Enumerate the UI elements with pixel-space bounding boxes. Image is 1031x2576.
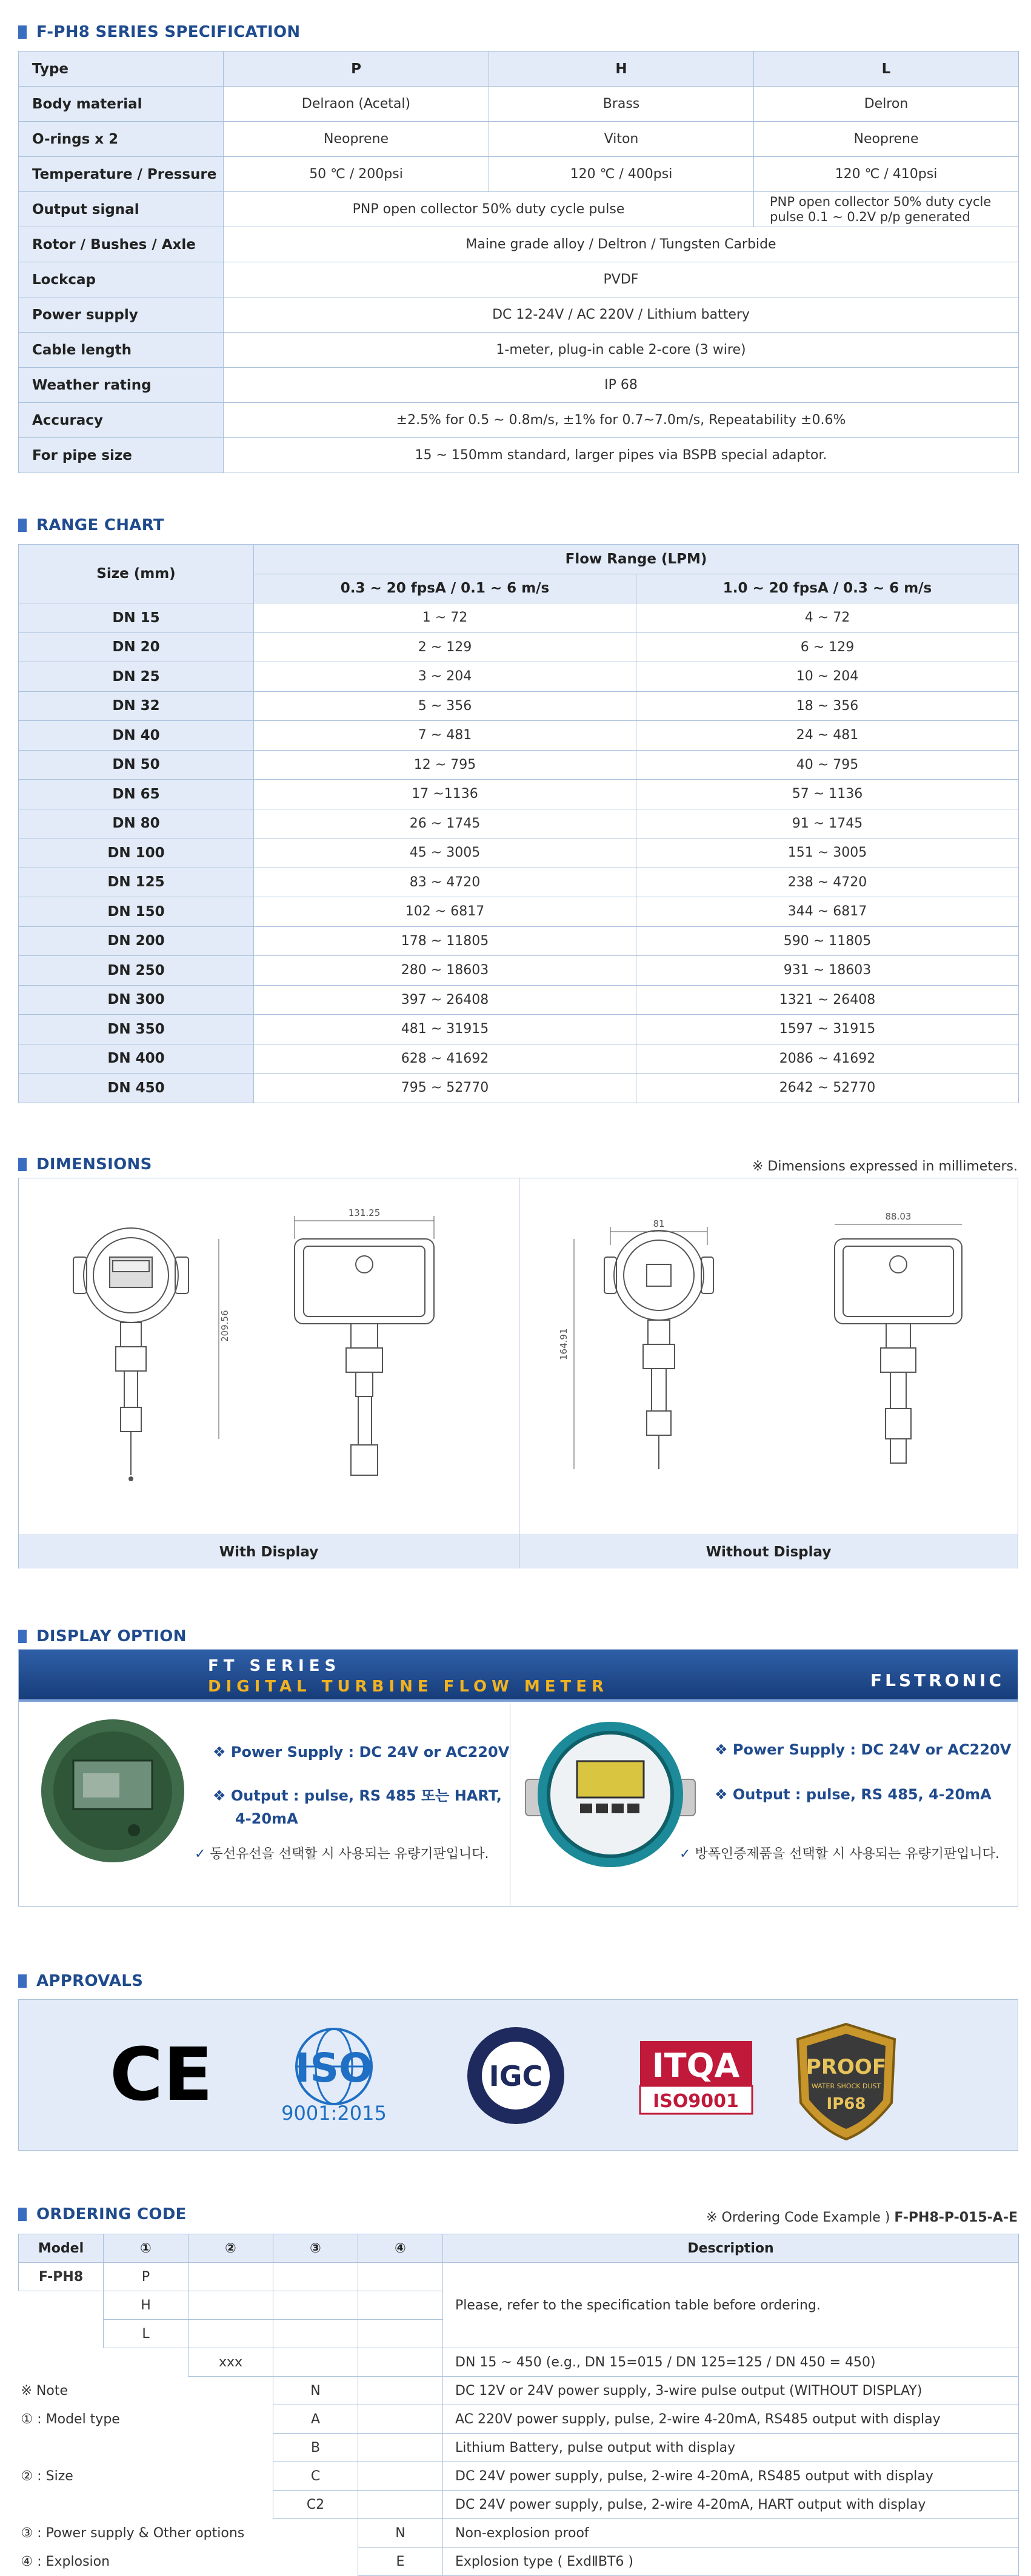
spec-cell: Neoprene <box>224 122 489 157</box>
spec-cell: Delron <box>754 87 1019 122</box>
range-flow-cell: 3 ~ 204 <box>254 662 636 692</box>
ordering-explosion-desc: Non-explosion proof <box>443 2519 1019 2548</box>
ordering-empty <box>358 2291 443 2320</box>
range-size-cell: DN 32 <box>19 691 254 721</box>
spec-cell: PNP open collector 50% duty cycle pulse 0.1 ~ 0.2V p/p generated <box>754 192 1019 227</box>
spec-label: O-rings x 2 <box>19 122 224 157</box>
itqa-text: ITQA <box>652 2047 740 2085</box>
bullet-icon: ❖ <box>213 1787 226 1804</box>
spec-cell: 15 ~ 150mm standard, larger pipes via BSPB special adaptor. <box>224 438 1019 473</box>
itqa-sub-text: ISO9001 <box>653 2091 739 2112</box>
spec-row <box>19 403 1019 438</box>
range-flow-cell: 26 ~ 1745 <box>254 809 636 838</box>
spec-row <box>19 122 1019 157</box>
dimensions-box <box>18 1178 1018 1569</box>
ordering-note-empty <box>19 2434 273 2462</box>
range-row <box>19 750 1019 780</box>
range-flow-cell: 238 ~ 4720 <box>636 868 1019 897</box>
ft-banner <box>19 1650 1018 1702</box>
ordering-row <box>19 2548 1019 2576</box>
range-flow-header: Flow Range (LPM) <box>254 545 1019 574</box>
spec-row <box>19 297 1019 333</box>
range-flow-cell: 344 ~ 6817 <box>636 897 1019 927</box>
range-size-cell: DN 400 <box>19 1044 254 1074</box>
approvals-logos <box>19 2000 1019 2151</box>
range-flow-cell: 45 ~ 3005 <box>254 838 636 868</box>
range-flow-cell: 102 ~ 6817 <box>254 897 636 927</box>
banner-series: FT SERIES <box>208 1657 341 1675</box>
dim-label-width: 81 <box>653 1218 665 1229</box>
ordering-example-code: F-PH8-P-015-A-E <box>894 2210 1018 2225</box>
spec-cell: 1-meter, plug-in cable 2-core (3 wire) <box>224 333 1019 368</box>
ordering-power-code: C2 <box>273 2491 358 2519</box>
ordering-empty <box>189 2320 273 2348</box>
without-display-caption: Without Display <box>519 1535 1018 1569</box>
spec-header-p: P <box>224 51 489 87</box>
approvals-box <box>18 1999 1018 2151</box>
range-row <box>19 926 1019 956</box>
spec-row <box>19 157 1019 192</box>
dimension-drawing-with-display <box>19 1178 519 1535</box>
ordering-empty <box>189 2291 273 2320</box>
section-marker <box>18 25 27 39</box>
range-row <box>19 780 1019 809</box>
spec-row <box>19 192 1019 227</box>
left-note-text: 동선유선을 선택할 시 사용되는 유량기판입니다. <box>210 1847 489 1862</box>
spec-cell: PNP open collector 50% duty cycle pulse <box>224 192 754 227</box>
range-flow-cell: 2086 ~ 41692 <box>636 1044 1019 1074</box>
ordering-empty <box>358 2377 443 2405</box>
check-icon: ✓ <box>195 1847 206 1862</box>
range-flow-cell: 40 ~ 795 <box>636 750 1019 780</box>
ordering-row <box>19 2263 1019 2291</box>
spec-label: Temperature / Pressure <box>19 157 224 192</box>
ordering-note-empty <box>19 2491 273 2519</box>
ordering-header-2: ② <box>189 2234 273 2263</box>
range-header-row <box>19 545 1019 574</box>
range-col1-header: 0.3 ~ 20 fpsA / 0.1 ~ 6 m/s <box>254 574 636 603</box>
range-table <box>18 544 1019 1103</box>
iso-sub-text: 9001:2015 <box>281 2102 387 2125</box>
banner-product: DIGITAL TURBINE FLOW METER <box>208 1678 609 1696</box>
spec-row <box>19 438 1019 473</box>
display-device-image-right <box>519 1713 701 1876</box>
spec-label: Accuracy <box>19 403 224 438</box>
spec-row <box>19 227 1019 262</box>
range-row <box>19 1074 1019 1103</box>
range-flow-cell: 17 ~1136 <box>254 780 636 809</box>
proof-text: PROOF <box>806 2055 887 2079</box>
ordering-empty <box>273 2291 358 2320</box>
dimensions-title-text: DIMENSIONS <box>36 1155 152 1173</box>
ordering-empty <box>273 2348 358 2377</box>
range-body <box>19 603 1019 1103</box>
spec-cell: Brass <box>489 87 754 122</box>
right-output-text: Output : pulse, RS 485, 4-20mA <box>732 1786 992 1803</box>
ordering-empty <box>19 2348 104 2377</box>
ordering-type-desc: Please, refer to the specification table before ordering. <box>443 2263 1019 2348</box>
banner-brand: FLSTRONIC <box>870 1670 1004 1690</box>
ordering-explosion-desc: Explosion type ( ExdⅡBT6 ) <box>443 2548 1019 2576</box>
spec-label: Body material <box>19 87 224 122</box>
ordering-empty <box>273 2320 358 2348</box>
spec-row <box>19 262 1019 297</box>
range-size-cell: DN 125 <box>19 868 254 897</box>
ordering-section-title <box>18 2205 187 2223</box>
dimensions-note: ※ Dimensions expressed in millimeters. <box>752 1159 1018 1174</box>
ordering-empty <box>273 2263 358 2291</box>
ordering-empty <box>189 2263 273 2291</box>
iso-text: ISO <box>295 2045 373 2091</box>
dim-label-height: 209.56 <box>219 1310 230 1342</box>
range-size-cell: DN 25 <box>19 662 254 692</box>
range-flow-cell: 280 ~ 18603 <box>254 956 636 986</box>
spec-cell: IP 68 <box>224 368 1019 403</box>
range-flow-cell: 1 ~ 72 <box>254 603 636 633</box>
ordering-power-desc: AC 220V power supply, pulse, 2-wire 4-20mA, RS485 output with display <box>443 2405 1019 2434</box>
ordering-power-desc: DC 24V power supply, pulse, 2-wire 4-20mA, HART output with display <box>443 2491 1019 2519</box>
range-flow-cell: 397 ~ 26408 <box>254 985 636 1015</box>
right-bullet-power <box>715 1738 1011 1761</box>
ordering-header-3: ③ <box>273 2234 358 2263</box>
range-flow-cell: 6 ~ 129 <box>636 632 1019 662</box>
range-title-text: RANGE CHART <box>36 516 164 534</box>
spec-cell: Delraon (Acetal) <box>224 87 489 122</box>
ordering-empty <box>358 2263 443 2291</box>
range-flow-cell: 795 ~ 52770 <box>254 1074 636 1103</box>
spec-cell: 120 ℃ / 410psi <box>754 157 1019 192</box>
spec-label: Rotor / Bushes / Axle <box>19 227 224 262</box>
ordering-title-text: ORDERING CODE <box>36 2205 187 2223</box>
ordering-row <box>19 2462 1019 2491</box>
range-flow-cell: 24 ~ 481 <box>636 721 1019 751</box>
ordering-model: F-PH8 <box>19 2263 104 2291</box>
dim-label-width: 131.25 <box>348 1207 381 1218</box>
range-row <box>19 603 1019 633</box>
range-row <box>19 721 1019 751</box>
ordering-power-desc: DC 24V power supply, pulse, 2-wire 4-20mA, RS485 output with display <box>443 2462 1019 2491</box>
range-size-cell: DN 80 <box>19 809 254 838</box>
ordering-empty <box>104 2348 189 2377</box>
range-flow-cell: 1321 ~ 26408 <box>636 985 1019 1015</box>
ordering-row <box>19 2519 1019 2548</box>
range-flow-cell: 57 ~ 1136 <box>636 780 1019 809</box>
bullet-icon: ❖ <box>213 1744 226 1761</box>
section-marker <box>18 1630 27 1643</box>
range-row <box>19 662 1019 692</box>
range-section-title <box>18 516 164 534</box>
range-col2-header: 1.0 ~ 20 fpsA / 0.3 ~ 6 m/s <box>636 574 1019 603</box>
ordering-empty <box>358 2348 443 2377</box>
range-flow-cell: 151 ~ 3005 <box>636 838 1019 868</box>
range-row <box>19 809 1019 838</box>
iso-logo-icon <box>281 2029 387 2125</box>
range-flow-cell: 10 ~ 204 <box>636 662 1019 692</box>
right-power-text: Power Supply : DC 24V or AC220V <box>732 1741 1012 1758</box>
range-size-cell: DN 65 <box>19 780 254 809</box>
range-flow-cell: 481 ~ 31915 <box>254 1015 636 1044</box>
spec-header-row <box>19 51 1019 87</box>
spec-label: Power supply <box>19 297 224 333</box>
ordering-empty <box>358 2462 443 2491</box>
range-size-cell: DN 20 <box>19 632 254 662</box>
ordering-note-1: ① : Model type <box>21 2411 120 2427</box>
ordering-power-code: C <box>273 2462 358 2491</box>
range-flow-cell: 91 ~ 1745 <box>636 809 1019 838</box>
range-flow-cell: 1597 ~ 31915 <box>636 1015 1019 1044</box>
spec-label: Output signal <box>19 192 224 227</box>
ip68-proof-shield-icon <box>798 2024 895 2139</box>
range-flow-cell: 931 ~ 18603 <box>636 956 1019 986</box>
spec-row <box>19 87 1019 122</box>
spec-cell: PVDF <box>224 262 1019 297</box>
ordering-header-description: Description <box>443 2234 1019 2263</box>
ordering-row <box>19 2348 1019 2377</box>
display-device-image-left <box>37 1715 189 1867</box>
range-flow-cell: 178 ~ 11805 <box>254 926 636 956</box>
ordering-row <box>19 2377 1019 2405</box>
ordering-row <box>19 2405 1019 2434</box>
section-marker <box>18 519 27 532</box>
itqa-logo-icon <box>640 2041 752 2114</box>
dimension-drawing-without-display <box>519 1178 1019 1535</box>
ordering-explosion-code: E <box>358 2548 443 2576</box>
display-option-title-text: DISPLAY OPTION <box>36 1627 187 1645</box>
ordering-empty <box>19 2320 104 2348</box>
without-display-drawing <box>519 1178 1019 1535</box>
range-size-cell: DN 200 <box>19 926 254 956</box>
ordering-note-4: ④ : Explosion <box>21 2554 110 2569</box>
ordering-note-2: ② : Size <box>21 2468 73 2484</box>
spec-header-h: H <box>489 51 754 87</box>
range-size-cell: DN 15 <box>19 603 254 633</box>
spec-label: Weather rating <box>19 368 224 403</box>
ordering-empty <box>19 2291 104 2320</box>
spec-title-text: F-PH8 SERIES SPECIFICATION <box>36 23 301 41</box>
right-bullet-output <box>715 1783 992 1806</box>
ordering-power-code: A <box>273 2405 358 2434</box>
spec-cell: 50 ℃ / 200psi <box>224 157 489 192</box>
spec-label: Lockcap <box>19 262 224 297</box>
ordering-header-4: ④ <box>358 2234 443 2263</box>
dim-label-width-side: 88.03 <box>885 1211 912 1222</box>
ordering-note-3: ③ : Power supply & Other options <box>21 2525 245 2541</box>
spec-row <box>19 368 1019 403</box>
ordering-type-code: L <box>104 2320 189 2348</box>
proof-sub-text: IP68 <box>826 2095 866 2113</box>
dimensions-section-title <box>18 1155 152 1173</box>
spec-header-type: Type <box>19 51 224 87</box>
range-flow-cell: 12 ~ 795 <box>254 750 636 780</box>
ordering-empty <box>358 2434 443 2462</box>
left-bullet-output-cont: 4-20mA <box>235 1810 298 1827</box>
range-flow-cell: 4 ~ 72 <box>636 603 1019 633</box>
range-size-cell: DN 40 <box>19 721 254 751</box>
section-marker <box>18 1158 27 1171</box>
section-marker <box>18 1974 27 1988</box>
right-note-text: 방폭인증제품을 선택할 시 사용되는 유량기판입니다. <box>695 1847 999 1862</box>
ordering-note-title: ※ Note <box>21 2383 68 2398</box>
with-display-caption: With Display <box>19 1535 519 1569</box>
ordering-size-code: xxx <box>189 2348 273 2377</box>
range-flow-cell: 18 ~ 356 <box>636 691 1019 721</box>
ordering-table <box>18 2234 1019 2576</box>
range-flow-cell: 590 ~ 11805 <box>636 926 1019 956</box>
ordering-row <box>19 2434 1019 2462</box>
ordering-example-label: ※ Ordering Code Example ) <box>706 2210 890 2225</box>
range-size-cell: DN 250 <box>19 956 254 986</box>
ordering-explosion-code: N <box>358 2519 443 2548</box>
ordering-row <box>19 2491 1019 2519</box>
range-size-cell: DN 100 <box>19 838 254 868</box>
spec-header-l: L <box>754 51 1019 87</box>
ordering-header-model: Model <box>19 2234 104 2263</box>
ordering-power-code: B <box>273 2434 358 2462</box>
spec-row <box>19 333 1019 368</box>
range-row <box>19 1015 1019 1044</box>
range-row <box>19 838 1019 868</box>
spec-cell: ±2.5% for 0.5 ~ 0.8m/s, ±1% for 0.7~7.0m/s, Repeatability ±0.6% <box>224 403 1019 438</box>
range-row <box>19 1044 1019 1074</box>
spec-section-title <box>18 23 300 41</box>
section-marker <box>18 2208 27 2221</box>
dim-label-height: 164.91 <box>558 1328 569 1360</box>
range-row <box>19 897 1019 927</box>
bullet-icon: ❖ <box>715 1741 728 1758</box>
ordering-power-desc: DC 12V or 24V power supply, 3-wire pulse output (WITHOUT DISPLAY) <box>443 2377 1019 2405</box>
check-icon: ✓ <box>679 1847 691 1862</box>
left-bullet-output <box>213 1784 502 1807</box>
ordering-header-row <box>19 2234 1019 2263</box>
left-power-text: Power Supply : DC 24V or AC220V <box>230 1744 510 1761</box>
left-output-text: Output : pulse, RS 485 또는 HART, <box>230 1787 502 1804</box>
ordering-example <box>706 2210 1018 2225</box>
range-row <box>19 956 1019 986</box>
ordering-size-desc: DN 15 ~ 450 (e.g., DN 15=015 / DN 125=125 / DN 450 = 450) <box>443 2348 1019 2377</box>
spec-cell: DC 12-24V / AC 220V / Lithium battery <box>224 297 1019 333</box>
right-note <box>679 1844 999 1862</box>
bullet-icon: ❖ <box>715 1786 728 1803</box>
spec-label: Cable length <box>19 333 224 368</box>
range-size-cell: DN 350 <box>19 1015 254 1044</box>
range-size-cell: DN 300 <box>19 985 254 1015</box>
range-flow-cell: 628 ~ 41692 <box>254 1044 636 1074</box>
display-option-box <box>18 1649 1018 1907</box>
spec-cell: Neoprene <box>754 122 1019 157</box>
proof-tag-text: WATER SHOCK DUST <box>811 2082 881 2090</box>
range-flow-cell: 7 ~ 481 <box>254 721 636 751</box>
range-row <box>19 632 1019 662</box>
ordering-header-1: ① <box>104 2234 189 2263</box>
left-note <box>195 1844 489 1862</box>
range-row <box>19 868 1019 897</box>
range-size-cell: DN 150 <box>19 897 254 927</box>
with-display-drawing <box>19 1178 519 1535</box>
range-size-header: Size (mm) <box>19 545 254 603</box>
range-size-cell: DN 450 <box>19 1074 254 1103</box>
range-size-cell: DN 50 <box>19 750 254 780</box>
ordering-type-code: P <box>104 2263 189 2291</box>
ordering-empty <box>358 2320 443 2348</box>
spec-label: For pipe size <box>19 438 224 473</box>
igc-logo-icon <box>467 2027 564 2124</box>
range-flow-cell: 83 ~ 4720 <box>254 868 636 897</box>
approvals-title-text: APPROVALS <box>36 1972 144 1990</box>
range-flow-cell: 2 ~ 129 <box>254 632 636 662</box>
ce-mark-icon: CE <box>110 2033 213 2117</box>
spec-cell: Maine grade alloy / Deltron / Tungsten Carbide <box>224 227 1019 262</box>
range-flow-cell: 2642 ~ 52770 <box>636 1074 1019 1103</box>
ordering-type-code: H <box>104 2291 189 2320</box>
display-option-section-title <box>18 1627 187 1645</box>
spec-table <box>18 51 1019 473</box>
ordering-power-code: N <box>273 2377 358 2405</box>
ordering-empty <box>358 2491 443 2519</box>
approvals-section-title <box>18 1972 143 1990</box>
left-bullet-power <box>213 1741 509 1764</box>
spec-cell: 120 ℃ / 400psi <box>489 157 754 192</box>
ordering-empty <box>358 2405 443 2434</box>
range-row <box>19 985 1019 1015</box>
range-flow-cell: 5 ~ 356 <box>254 691 636 721</box>
igc-text: IGC <box>489 2060 543 2093</box>
spec-cell: Viton <box>489 122 754 157</box>
range-row <box>19 691 1019 721</box>
ordering-power-desc: Lithium Battery, pulse output with display <box>443 2434 1019 2462</box>
